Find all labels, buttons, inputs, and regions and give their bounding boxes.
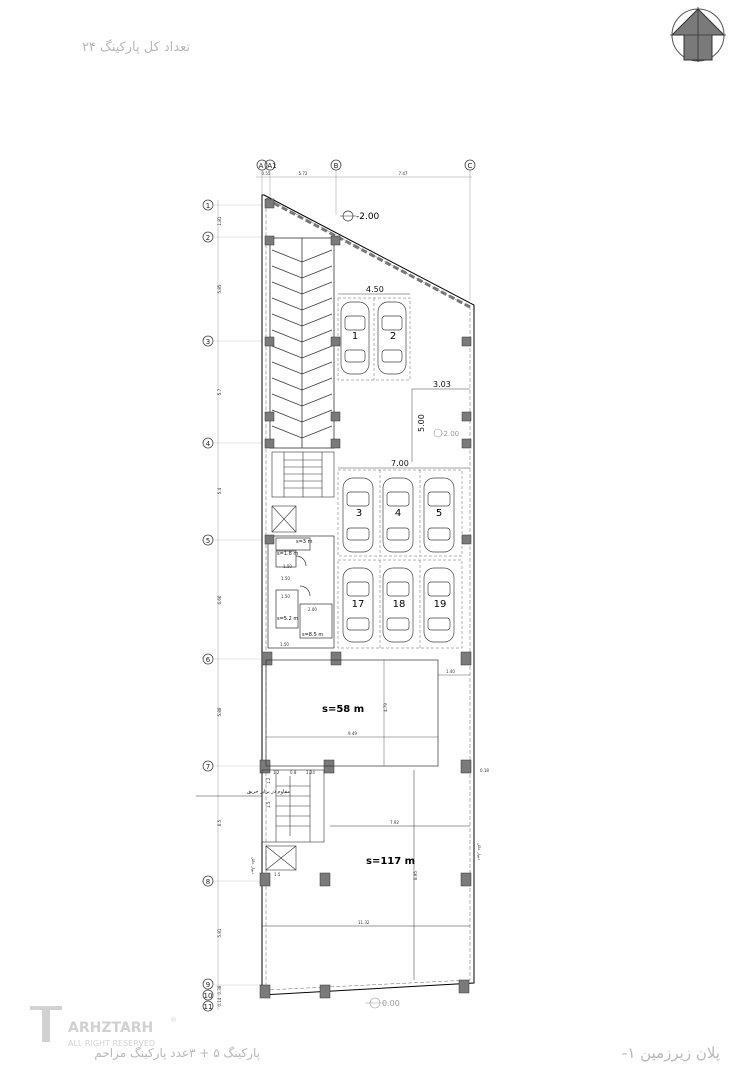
grid-row-4: 4 [205,440,211,448]
room-dim-5: 1.50 [280,642,289,647]
grid-column-heads [257,160,475,170]
room-label-s18: s=1.8 m [277,551,299,557]
storage-room [262,770,470,980]
dim-hall-right: 1.40 [446,669,455,674]
dim-right: 0.18 [480,768,489,773]
arhztarh-logo [30,1006,177,1048]
parking-number-1: 1 [351,331,359,342]
row-dim-9: 0.38 [217,985,222,995]
parking-number-19: 19 [433,599,447,610]
room-dim-4: 2.00 [308,607,317,612]
parking-number-5: 5 [435,508,443,519]
level-mark-bottom [365,998,400,1008]
row-dim-5: 6.66 [217,595,222,605]
dim-lane: 5.00 [417,414,426,432]
grid-col-b: B [333,162,339,170]
room-label-s3: s=3 m [296,539,313,545]
level-value-mid: -2.00 [441,430,460,438]
grid-row-9: 9 [205,981,211,989]
dim-offset: 3.03 [433,380,451,389]
grid-row-3: 3 [205,338,211,346]
grid-row-5: 5 [205,537,211,545]
level-mark-top [340,211,380,222]
level-mark-mid [434,429,459,438]
row-dim-8: 5.81 [217,928,222,938]
stair-dim-6: 1.5 [274,872,281,877]
grid-col-a1: A1 [267,162,277,170]
parking-number-2: 2 [389,331,397,342]
stair-dim-1: 1.2 [273,770,280,775]
parking-number-18: 18 [392,599,406,610]
room-label-s52: s=5.2 m [277,616,299,622]
grid-col-c: C [467,162,473,170]
dim-store-width: 7.92 [390,820,399,825]
stair-dim-4: 1.2 [266,777,271,784]
row-dim-4: 5.4 [217,487,222,495]
room-label-s58: s=58 m [322,704,365,715]
parking-number-4: 4 [394,508,402,519]
level-value-bottom: 0.00 [382,999,400,1008]
fire-wall-note [196,789,290,796]
grid-column-lines [256,170,472,300]
side-note-right: دیوار حائل [477,842,482,860]
dim-hall-height: 4.79 [383,703,388,712]
parking-info-footer: پارکینگ ۵ + ۳عدد پارکینگ مزاحم [94,1046,260,1060]
dim-upper-width: 4.50 [366,285,384,294]
stair-dim-3: 1.24 [306,770,315,775]
grid-row-6: 6 [205,656,211,664]
grid-row-heads [203,200,213,1011]
row-dim-2: 5.85 [217,284,222,294]
logo-name: ARHZTARH [68,1020,154,1036]
stair-dim-2: 0.8 [290,770,297,775]
lower-stair [262,770,324,870]
fire-wall-label: مقاوم در برابر حریق [247,789,290,795]
grid-row-7: 7 [205,763,211,771]
dim-store-lower: 11.32 [358,920,370,925]
row-dim-7: 6.5 [217,819,222,827]
row-dim-1: 1.81 [217,216,222,226]
north-arrow-icon [670,7,726,62]
room-label-s85: s=8.5 m [302,632,324,638]
grid-col-a: A [258,162,264,170]
col-dim-1: 0.55 [261,171,271,176]
room-dim-2: 1.50 [281,576,290,581]
level-value-top: -2.00 [356,212,380,222]
stair-dim-5: 1.5 [266,801,271,808]
elevator-shaft [272,506,296,532]
logo-reg-mark: ® [170,1016,177,1024]
upper-stair [272,452,334,497]
room-label-s117: s=117 m [366,856,416,867]
ramp [270,238,334,448]
dim-store-height: 8.95 [413,871,418,880]
grid-row-8: 8 [205,878,211,886]
total-parking-title: تعداد کل پارکینگ ۲۴ [81,40,190,55]
grid-row-2: 2 [205,234,211,242]
side-note-left: دیوار حائل [251,856,256,874]
room-dim-3: 1.50 [281,594,290,599]
row-dim-6: 5.88 [217,707,222,717]
col-dim-3: 7.47 [398,171,408,176]
parking-zone [338,298,462,648]
room-dim-1: 1.50 [283,564,292,569]
hall-room [266,660,470,766]
row-dim-3: 5.7 [217,388,222,396]
row-dim-10: 0.14 [217,997,222,1007]
parking-number-3: 3 [355,508,363,519]
parking-number-17: 17 [351,599,365,610]
dim-hall-width: 9.49 [348,731,357,736]
col-dim-2: 5.72 [298,171,308,176]
parking-cars [341,302,454,642]
plan-title: پلان زیرزمین ۱- [621,1044,720,1062]
logo-rights: ALL RIGHT RESERVED [68,1039,156,1048]
grid-row-11: 11 [203,1003,213,1011]
grid-row-10: 10 [203,992,213,1000]
dim-row-width: 7.00 [391,459,409,468]
grid-row-1: 1 [205,202,211,210]
